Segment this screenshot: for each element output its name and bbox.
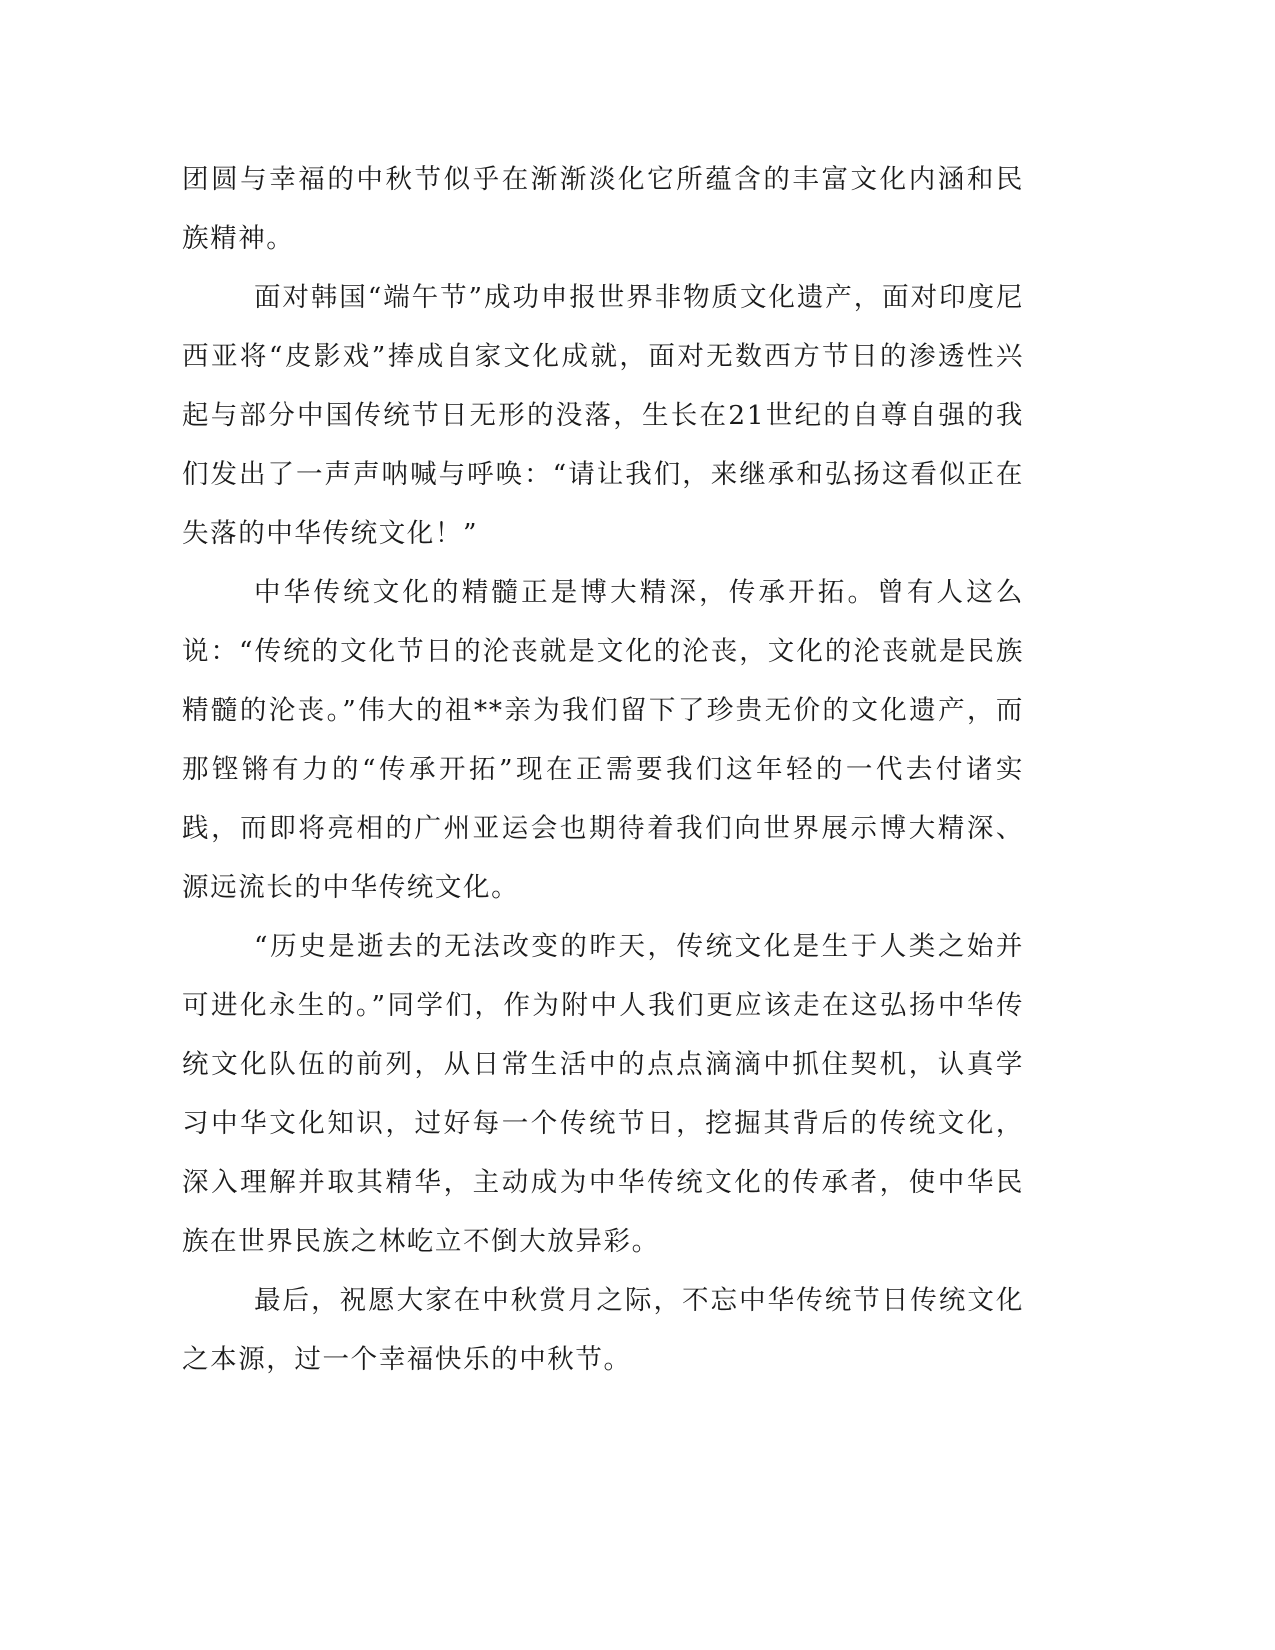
- paragraph-3: 中华传统文化的精髓正是博大精深，传承开拓。曾有人这么说：“传统的文化节日的沦丧就是文化的沦丧，文化的沦丧就是民族精髓的沦丧。”伟大的祖**亲为我们留下了珍贵无价的文化遗产，而那铿锵有力的“传承开拓”现在正需要我们这年轻的一代去付诸实践，而即将亮相的广州亚运会也期待着我们向世界展示博大精深、源远流长的中华传统文化。: [182, 577, 1024, 903]
- paragraph-5: 最后，祝愿大家在中秋赏月之际，不忘中华传统节日传统文化之本源，过一个幸福快乐的中秋节。: [182, 1285, 1024, 1375]
- paragraph-2: 面对韩国“端午节”成功申报世界非物质文化遗产，面对印度尼西亚将“皮影戏”捧成自家文化成就，面对无数西方节日的渗透性兴起与部分中国传统节日无形的没落，生长在21世纪的自尊自强的我们发出了一声声呐喊与呼唤：“请让我们，来继承和弘扬这看似正在失落的中华传统文化！”: [182, 282, 1024, 549]
- paragraph-1: 团圆与幸福的中秋节似乎在渐渐淡化它所蕴含的丰富文化内涵和民族精神。: [182, 164, 1024, 254]
- paragraph-4: “历史是逝去的无法改变的昨天，传统文化是生于人类之始并可进化永生的。”同学们，作为附中人我们更应该走在这弘扬中华传统文化队伍的前列，从日常生活中的点点滴滴中抓住契机，认真学习中华文化知识，过好每一个传统节日，挖掘其背后的传统文化，深入理解并取其精华，主动成为中华传统文化的传承者，使中华民族在世界民族之林屹立不倒大放异彩。: [182, 931, 1024, 1257]
- document-body: [182, 150, 1024, 1389]
